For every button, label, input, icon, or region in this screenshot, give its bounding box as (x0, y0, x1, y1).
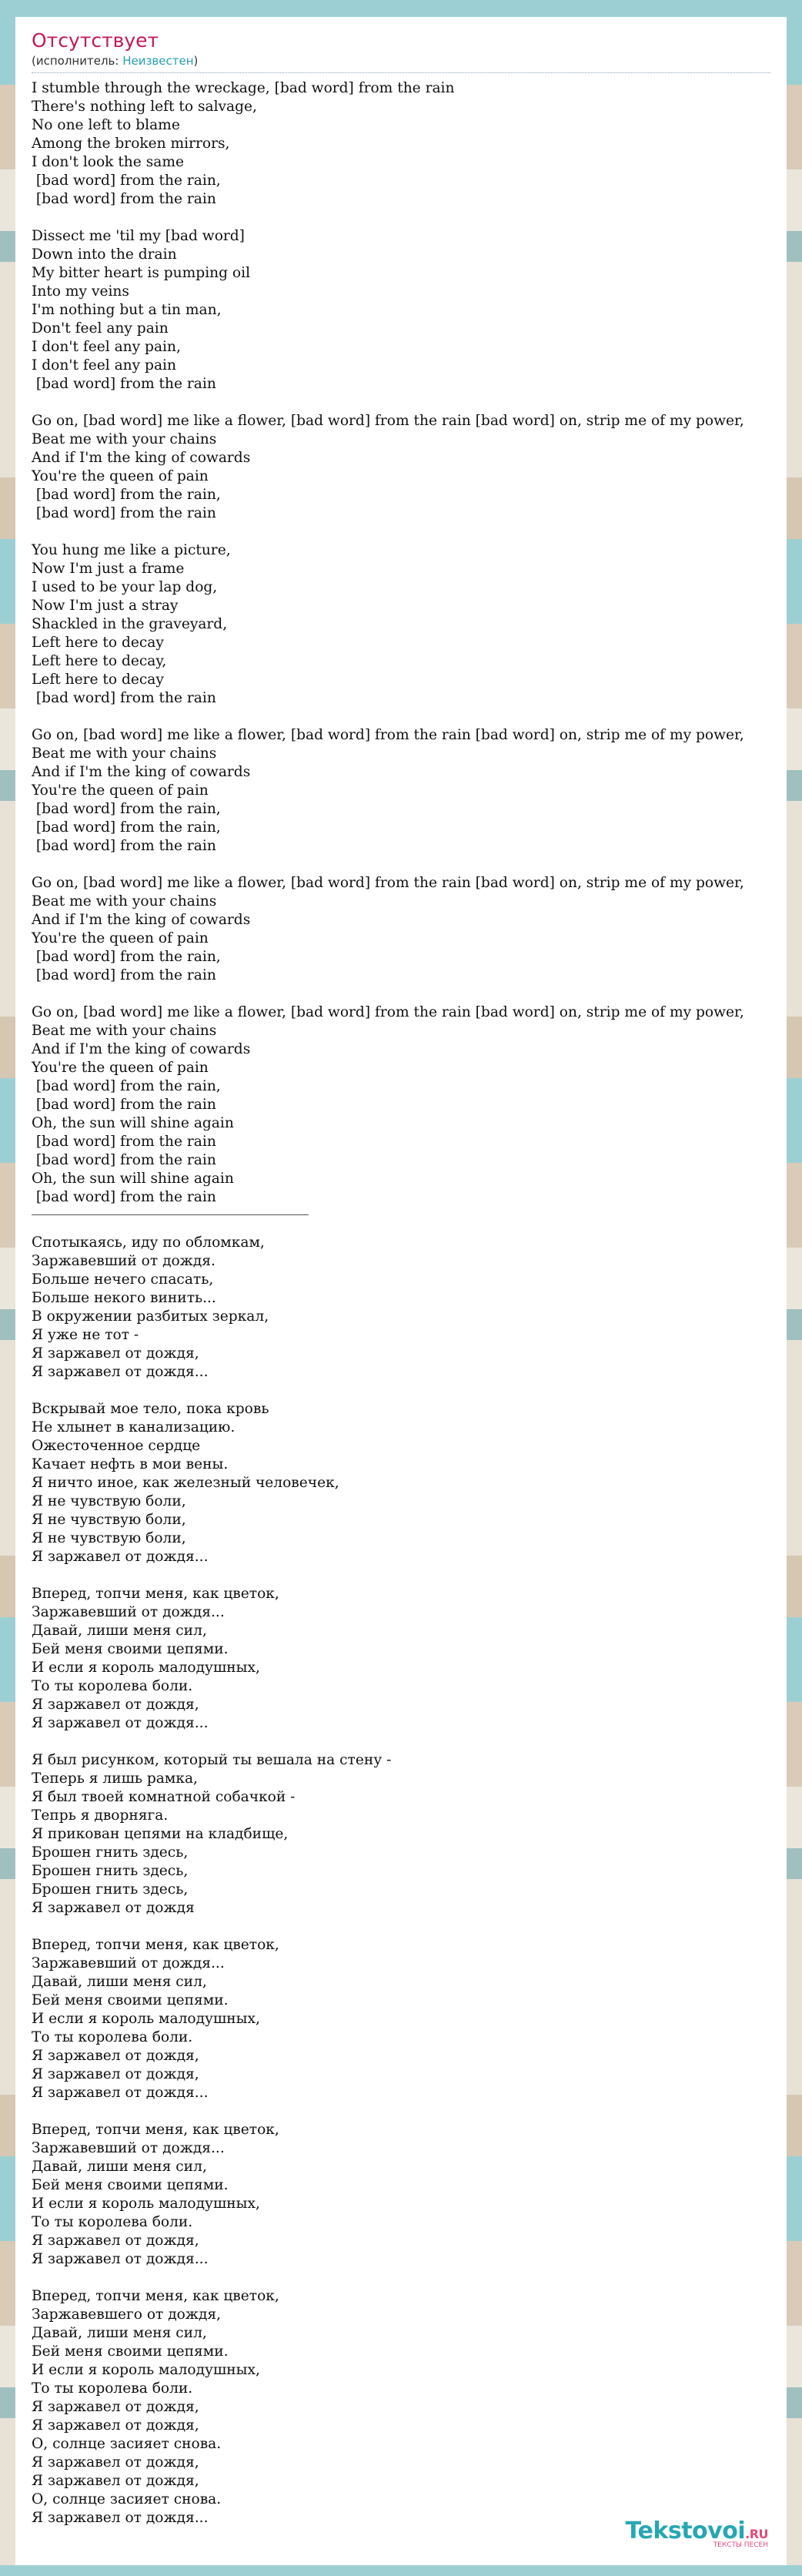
lyric-line: [bad word] from the rain, (32, 173, 221, 189)
lyric-line: Я заржавел от дождя... (32, 2085, 209, 2101)
lyric-line: No one left to blame (32, 117, 180, 133)
lyric-line: Бей меня своими цепями. (32, 1992, 229, 2008)
lyric-line: Я заржавел от дождя, (32, 2048, 199, 2064)
lyric-line: Я заржавел от дождя, (32, 1345, 199, 1362)
lyric-line: Я заржавел от дождя... (32, 2510, 209, 2526)
lyrics-translation (15, 1234, 787, 2527)
lyric-line: You hung me like a picture, (32, 542, 231, 558)
lyric-line: Я заржавел от дождя... (32, 1549, 209, 1565)
lyric-line (32, 523, 770, 541)
lyrics-card (15, 17, 787, 2566)
lyric-line: Now I'm just a frame (32, 561, 185, 577)
lyric-line: Я заржавел от дождя... (32, 1364, 209, 1380)
lyric-line: О, солнце засияет снова. (32, 2491, 222, 2507)
lyric-line: Бей меня своими цепями. (32, 2177, 229, 2193)
lyric-line (32, 708, 770, 726)
lyric-line: Давай, лиши меня сил, (32, 1974, 207, 1990)
lyric-line: Oh, the sun will shine again (32, 1115, 234, 1131)
lyric-line: [bad word] from the rain (32, 838, 216, 854)
lyric-line: Я не чувствую боли, (32, 1530, 186, 1546)
lyric-line: Вперед, топчи меня, как цветок, (32, 2288, 279, 2304)
lyric-line: [bad word] from the rain, (32, 1078, 221, 1094)
lyric-line: You're the queen of pain (32, 782, 209, 799)
lyric-line: I don't feel any pain, (32, 339, 181, 355)
lyric-line: Больше нечего спасать, (32, 1271, 214, 1288)
lyric-line: Я заржавел от дождя, (32, 2233, 199, 2249)
lyric-line: Я не чувствую боли, (32, 1512, 186, 1528)
lyric-line: Beat me with your chains (32, 1023, 217, 1039)
logo-tld: .RU (745, 2527, 768, 2541)
lyric-line: And if I'm the king of cowards (32, 450, 251, 466)
lyric-line (32, 985, 770, 1003)
lyric-line: Брошен гнить здесь, (32, 1881, 189, 1898)
lyric-line: I stumble through the wreckage, [bad word] from the rain (32, 80, 455, 96)
lyric-line: В окружении разбитых зеркал, (32, 1308, 269, 1325)
lyric-line (32, 2102, 770, 2121)
lyric-line: [bad word] from the rain, (32, 949, 221, 965)
lyric-line: Вскрывай мое тело, пока кровь (32, 1401, 269, 1417)
lyric-line: Go on, [bad word] me like a flower, [bad word] from the rain [bad word] on, strip me of my power, (32, 875, 744, 891)
lyric-line: Больше некого винить... (32, 1290, 216, 1306)
lyric-line (32, 1566, 770, 1585)
lyric-line: Я заржавел от дождя, (32, 2417, 199, 2434)
lyric-line: I don't feel any pain (32, 357, 176, 374)
lyric-line: You're the queen of pain (32, 930, 209, 946)
lyric-line: Брошен гнить здесь, (32, 1863, 189, 1879)
lyric-line: Now I'm just a stray (32, 598, 179, 614)
lyric-line: Я заржавел от дождя, (32, 1697, 199, 1713)
lyric-line: Я заржавел от дождя, (32, 2399, 199, 2415)
lyric-line: Я прикован цепями на кладбище, (32, 1826, 289, 1842)
lyric-line: Вперед, топчи меня, как цветок, (32, 2122, 279, 2138)
lyric-line: You're the queen of pain (32, 468, 209, 484)
lyric-line: [bad word] from the rain (32, 376, 216, 392)
lyric-line: [bad word] from the rain, (32, 801, 221, 817)
lyric-line: Я заржавел от дождя (32, 1900, 195, 1916)
lyric-line: And if I'm the king of cowards (32, 912, 251, 928)
lyric-line (32, 1382, 770, 1400)
lyric-line: [bad word] from the rain, (32, 819, 221, 836)
lyric-line: Among the broken mirrors, (32, 136, 230, 152)
lyric-line: Don't feel any pain (32, 320, 169, 337)
lyric-line: And if I'm the king of cowards (32, 1041, 251, 1057)
lyric-line: Не хлынет в канализацию. (32, 1419, 236, 1435)
lyric-line: Я уже не тот - (32, 1327, 139, 1343)
lyric-line: Давай, лиши меня сил, (32, 2159, 207, 2175)
lyric-line: [bad word] from the rain (32, 1097, 216, 1113)
lyric-line: And if I'm the king of cowards (32, 764, 251, 780)
song-title: Отсутствует (32, 29, 159, 52)
lyric-line (32, 394, 770, 412)
lyrics-original (15, 73, 787, 1207)
lyric-line: You're the queen of pain (32, 1060, 209, 1076)
lyric-line: Go on, [bad word] me like a flower, [bad word] from the rain [bad word] on, strip me of my power, (32, 727, 744, 743)
lyric-line: Я заржавел от дождя... (32, 1715, 209, 1731)
lyric-line: Dissect me 'til my [bad word] (32, 228, 245, 244)
lyric-line (32, 856, 770, 874)
lyric-line (32, 1733, 770, 1751)
lyric-line: Я заржавел от дождя, (32, 2473, 199, 2489)
lyric-line: Left here to decay, (32, 653, 167, 669)
lyric-line: То ты королева боли. (32, 2029, 193, 2045)
logo-tagline: ТЕКСТЫ ПЕСЕН (713, 2541, 768, 2549)
lyric-line: Shackled in the graveyard, (32, 616, 228, 632)
lyric-line: [bad word] from the rain (32, 505, 216, 521)
lyric-line: Заржавевший от дождя... (32, 2140, 225, 2156)
lyric-line: О, солнце засияет снова. (32, 2436, 222, 2452)
lyric-line: Теперь я лишь рамка, (32, 1770, 198, 1787)
lyric-line: Я был рисунком, который ты вешала на стену - (32, 1752, 392, 1768)
lyric-line: Я заржавел от дождя, (32, 2066, 199, 2082)
lyric-line: Beat me with your chains (32, 745, 217, 762)
artist-link[interactable]: Неизвестен (122, 54, 194, 68)
lyric-line: I used to be your lap dog, (32, 579, 218, 595)
lyric-line: I'm nothing but a tin man, (32, 302, 222, 318)
lyric-line: Заржавевшего от дождя, (32, 2306, 222, 2323)
lyric-line: Заржавевший от дождя... (32, 1604, 225, 1620)
lyric-line: Oh, the sun will shine again (32, 1171, 234, 1187)
lyric-line: И если я король малодушных, (32, 2362, 260, 2378)
lyric-line: Бей меня своими цепями. (32, 1641, 229, 1657)
lyric-line: [bad word] from the rain (32, 690, 216, 706)
lyric-line: Я заржавел от дождя, (32, 2454, 199, 2470)
lyric-line: Left here to decay (32, 672, 164, 688)
lyric-line: [bad word] from the rain (32, 967, 216, 983)
lyric-line: Я был твоей комнатной собачкой - (32, 1789, 296, 1805)
logo-text: Tekstovoi (625, 2517, 746, 2544)
lyric-line: Down into the drain (32, 246, 177, 263)
lyric-line: Go on, [bad word] me like a flower, [bad word] from the rain [bad word] on, strip me of my power, (32, 413, 744, 429)
lyric-line (32, 209, 770, 227)
lyric-line: Into my veins (32, 283, 129, 300)
lyric-line: Давай, лиши меня сил, (32, 1623, 207, 1639)
artist-prefix: (исполнитель: (32, 54, 123, 68)
lyric-line (32, 2269, 770, 2287)
lyric-line: Давай, лиши меня сил, (32, 2325, 207, 2341)
lyric-line: Я ничто иное, как железный человечек, (32, 1475, 339, 1491)
lyric-line: Я заржавел от дождя... (32, 2251, 209, 2267)
lyric-line: То ты королева боли. (32, 2380, 193, 2397)
song-header (15, 17, 787, 73)
lyric-line: Beat me with your chains (32, 431, 217, 447)
lyric-line: Заржавевший от дождя. (32, 1253, 216, 1269)
lyric-line: Бей меня своими цепями. (32, 2343, 229, 2360)
lyric-line: I don't look the same (32, 154, 184, 170)
lyric-line: [bad word] from the rain (32, 191, 216, 207)
lyric-line: И если я король малодушных, (32, 2196, 260, 2212)
lyric-line: Брошен гнить здесь, (32, 1844, 189, 1861)
lyric-line (32, 1918, 770, 1936)
lyric-line: Тепрь я дворняга. (32, 1807, 169, 1824)
lyric-line: [bad word] from the rain, (32, 487, 221, 503)
lyric-line: Ожесточенное сердце (32, 1438, 201, 1454)
lyric-line: Go on, [bad word] me like a flower, [bad word] from the rain [bad word] on, strip me of my power, (32, 1004, 744, 1020)
lyric-line: И если я король малодушных, (32, 1660, 260, 1676)
lyric-line: [bad word] from the rain (32, 1189, 216, 1205)
lyric-line: То ты королева боли. (32, 2214, 193, 2230)
artist-line (32, 54, 770, 73)
lyric-line: Качает нефть в мои вены. (32, 1456, 229, 1472)
lyric-line: Я не чувствую боли, (32, 1493, 186, 1509)
site-logo[interactable] (626, 2517, 768, 2549)
lyrics-divider (32, 1214, 309, 1215)
lyric-line: There's nothing left to salvage, (32, 99, 257, 115)
lyric-line: То ты королева боли. (32, 1678, 193, 1694)
bottom-stripe (0, 2565, 802, 2576)
lyric-line: И если я король малодушных, (32, 2011, 260, 2027)
artist-suffix: ) (193, 54, 199, 68)
lyric-line: Left here to decay (32, 635, 164, 651)
lyric-line: Заржавевший от дождя... (32, 1955, 225, 1971)
lyric-line: My bitter heart is pumping oil (32, 265, 251, 281)
lyric-line: Вперед, топчи меня, как цветок, (32, 1937, 279, 1953)
lyric-line: Вперед, топчи меня, как цветок, (32, 1586, 279, 1602)
lyric-line: [bad word] from the rain (32, 1134, 216, 1150)
lyric-line: Beat me with your chains (32, 893, 217, 909)
lyric-line: [bad word] from the rain (32, 1152, 216, 1168)
lyric-line: Спотыкаясь, иду по обломкам, (32, 1234, 265, 1251)
